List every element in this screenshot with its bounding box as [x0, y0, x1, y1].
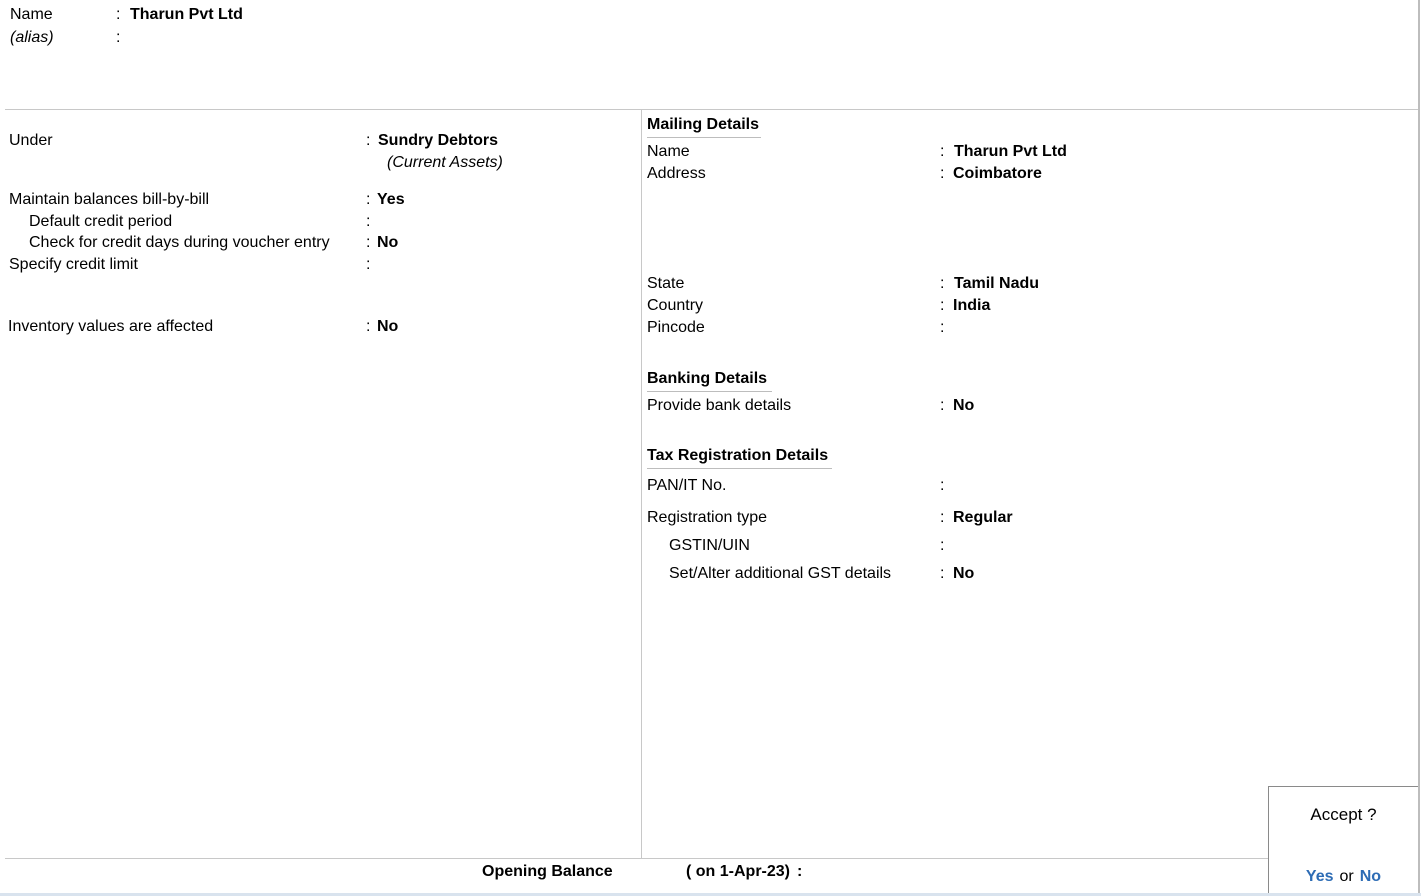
accept-question: Accept ?	[1310, 805, 1377, 824]
registration-type-label: Registration type	[647, 509, 768, 526]
name-field[interactable]: Tharun Pvt Ltd	[130, 6, 243, 23]
bill-by-bill-field[interactable]: Yes	[377, 191, 405, 208]
header-divider	[5, 109, 1419, 110]
country-label: Country	[647, 297, 704, 314]
state-colon: :	[940, 275, 945, 292]
state-label: State	[647, 275, 685, 292]
mailing-name-colon: :	[940, 143, 945, 160]
mailing-name-field[interactable]: Tharun Pvt Ltd	[954, 143, 1067, 160]
footer-divider	[5, 858, 1268, 859]
under-parent-group: (Current Assets)	[387, 154, 503, 171]
bank-details-field[interactable]: No	[953, 397, 975, 414]
under-label: Under	[9, 132, 53, 149]
under-field[interactable]: Sundry Debtors	[378, 132, 499, 149]
credit-period-colon: :	[366, 213, 371, 230]
credit-days-check-label: Check for credit days during voucher entry	[29, 234, 330, 251]
gst-details-field[interactable]: No	[953, 565, 975, 582]
address-field[interactable]: Coimbatore	[953, 165, 1042, 182]
gst-details-label: Set/Alter additional GST details	[669, 565, 892, 582]
credit-days-check-field[interactable]: No	[377, 234, 399, 251]
opening-balance-colon: :	[797, 863, 803, 880]
bill-by-bill-label: Maintain balances bill-by-bill	[9, 191, 210, 208]
inventory-label: Inventory values are affected	[8, 318, 214, 335]
gstin-label: GSTIN/UIN	[669, 537, 750, 554]
registration-type-colon: :	[940, 509, 945, 526]
opening-balance-field[interactable]	[812, 862, 1012, 882]
credit-period-label: Default credit period	[29, 213, 173, 230]
pincode-label: Pincode	[647, 319, 705, 336]
tax-registration-title: Tax Registration Details	[647, 446, 832, 469]
pincode-colon: :	[940, 319, 945, 336]
inventory-colon: :	[366, 318, 371, 335]
name-label: Name	[10, 6, 53, 23]
accept-yes-button[interactable]: Yes	[1305, 868, 1334, 885]
banking-details-title: Banking Details	[647, 369, 772, 392]
credit-limit-colon: :	[366, 256, 371, 273]
bank-details-colon: :	[940, 397, 945, 414]
alias-label: (alias)	[10, 29, 54, 46]
alias-colon: :	[116, 29, 121, 46]
pan-label: PAN/IT No.	[647, 477, 727, 494]
bill-by-bill-colon: :	[366, 191, 371, 208]
mailing-name-label: Name	[647, 143, 690, 160]
under-colon: :	[366, 132, 371, 149]
opening-balance-date: ( on 1-Apr-23)	[686, 863, 790, 880]
opening-balance-label: Opening Balance	[482, 863, 613, 880]
credit-days-check-colon: :	[366, 234, 371, 251]
accept-dialog	[1268, 786, 1419, 894]
country-colon: :	[940, 297, 945, 314]
credit-limit-label: Specify credit limit	[9, 256, 138, 273]
right-border	[1418, 0, 1420, 896]
pan-colon: :	[940, 477, 945, 494]
state-field[interactable]: Tamil Nadu	[954, 275, 1040, 292]
gstin-colon: :	[940, 537, 945, 554]
bank-details-label: Provide bank details	[647, 397, 792, 414]
column-divider	[641, 110, 642, 858]
inventory-field[interactable]: No	[377, 318, 399, 335]
accept-or-text: or	[1339, 868, 1354, 885]
mailing-details-title: Mailing Details	[647, 115, 761, 138]
name-colon: :	[116, 6, 121, 23]
country-field[interactable]: India	[953, 297, 991, 314]
address-colon: :	[940, 165, 945, 182]
gst-details-colon: :	[940, 565, 945, 582]
accept-no-button[interactable]: No	[1359, 868, 1382, 885]
address-label: Address	[647, 165, 706, 182]
accept-options	[1269, 868, 1418, 886]
registration-type-field[interactable]: Regular	[953, 509, 1013, 526]
